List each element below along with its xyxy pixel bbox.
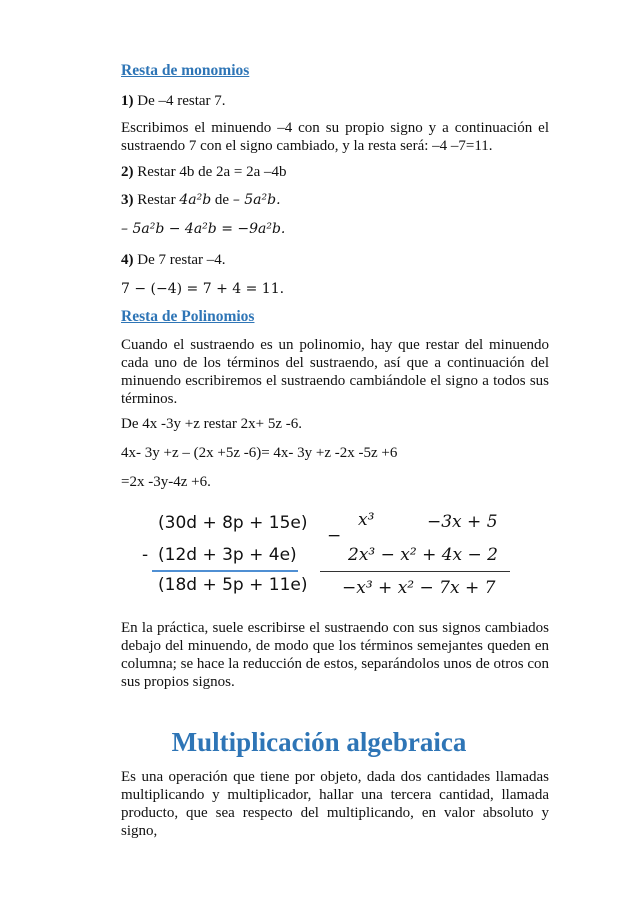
item-1-text: De –4 restar 7.	[133, 93, 226, 109]
left-row-3: (18d + 5p + 11e)	[158, 575, 308, 595]
item-3-text-a: Restar	[133, 192, 180, 208]
paragraph-4: 4x- 3y +z – (2x +5z -6)= 4x- 3y +z -2x -5z +6	[121, 445, 398, 461]
item-3-term-2: – 5a²b.	[232, 192, 281, 208]
item-4	[121, 251, 549, 269]
paragraph-5: =2x -3y-4z +6.	[121, 474, 211, 490]
item-2-number: 2)	[121, 164, 134, 180]
heading-resta-monomios: Resta de monomios	[121, 62, 250, 79]
right-row-3: −x³ + x² − 7x + 7	[342, 578, 496, 598]
paragraph-3: De 4x -3y +z restar 2x+ 5z -6.	[121, 416, 303, 432]
item-3-term-1: 4a²b	[179, 192, 212, 208]
equation-4	[121, 280, 549, 298]
item-3-number: 3)	[121, 192, 134, 208]
paragraph-2: Cuando el sustraendo es un polinomio, hay que restar del minuendo cada uno de los términos del sustraendo, así que a continuación del minuendo escribiremos el sustraendo cambiándole el signo a todos sus términos.	[121, 337, 549, 407]
title-multiplicacion-algebraica: Multiplicación algebraica	[171, 727, 467, 757]
heading-resta-polinomios: Resta de Polinomios	[121, 308, 255, 325]
item-1	[121, 92, 549, 110]
item-4-text: De 7 restar –4.	[133, 252, 226, 268]
right-row-2: 2x³ − x² + 4x − 2	[348, 545, 498, 565]
item-1-number: 1)	[121, 93, 134, 109]
paragraph-1: Escribimos el minuendo –4 con su propio signo y a continuación el sustraendo 7 con el signo cambiado, y la resta será: –4 –7=11.	[121, 120, 549, 154]
equation-3-text: – 5a²b − 4a²b = −9a²b.	[121, 221, 286, 237]
paragraph-7: Es una operación que tiene por objeto, dada dos cantidades llamadas multiplicando y multiplicador, hallar una tercera cantidad, llamada producto, que sea respecto del multiplicando, en valor absoluto y signo,	[121, 769, 549, 839]
left-minus-sign: -	[142, 545, 149, 565]
left-row-2: (12d + 3p + 4e)	[158, 545, 297, 565]
item-3	[121, 191, 549, 209]
left-sum-line	[152, 570, 298, 572]
right-minus-sign: −	[327, 526, 342, 546]
item-2	[121, 163, 549, 181]
right-row-1-a: x³	[358, 510, 375, 530]
right-row-1-b: −3x + 5	[427, 512, 498, 532]
item-4-number: 4)	[121, 252, 134, 268]
equation-3	[121, 220, 549, 238]
item-3-text-b: de	[211, 192, 233, 208]
right-sum-line	[320, 571, 510, 572]
equation-4-text: 7 − (−4) = 7 + 4 = 11.	[121, 281, 285, 297]
left-row-1: (30d + 8p + 15e)	[158, 513, 308, 533]
paragraph-6: En la práctica, suele escribirse el sustraendo con sus signos cambiados debajo del minuendo, de modo que los términos semejantes queden en columna; se hace la reducción de estos, separándolos unos de otros con sus propios signos.	[121, 620, 549, 690]
item-2-text: Restar 4b de 2a = 2a –4b	[133, 164, 287, 180]
